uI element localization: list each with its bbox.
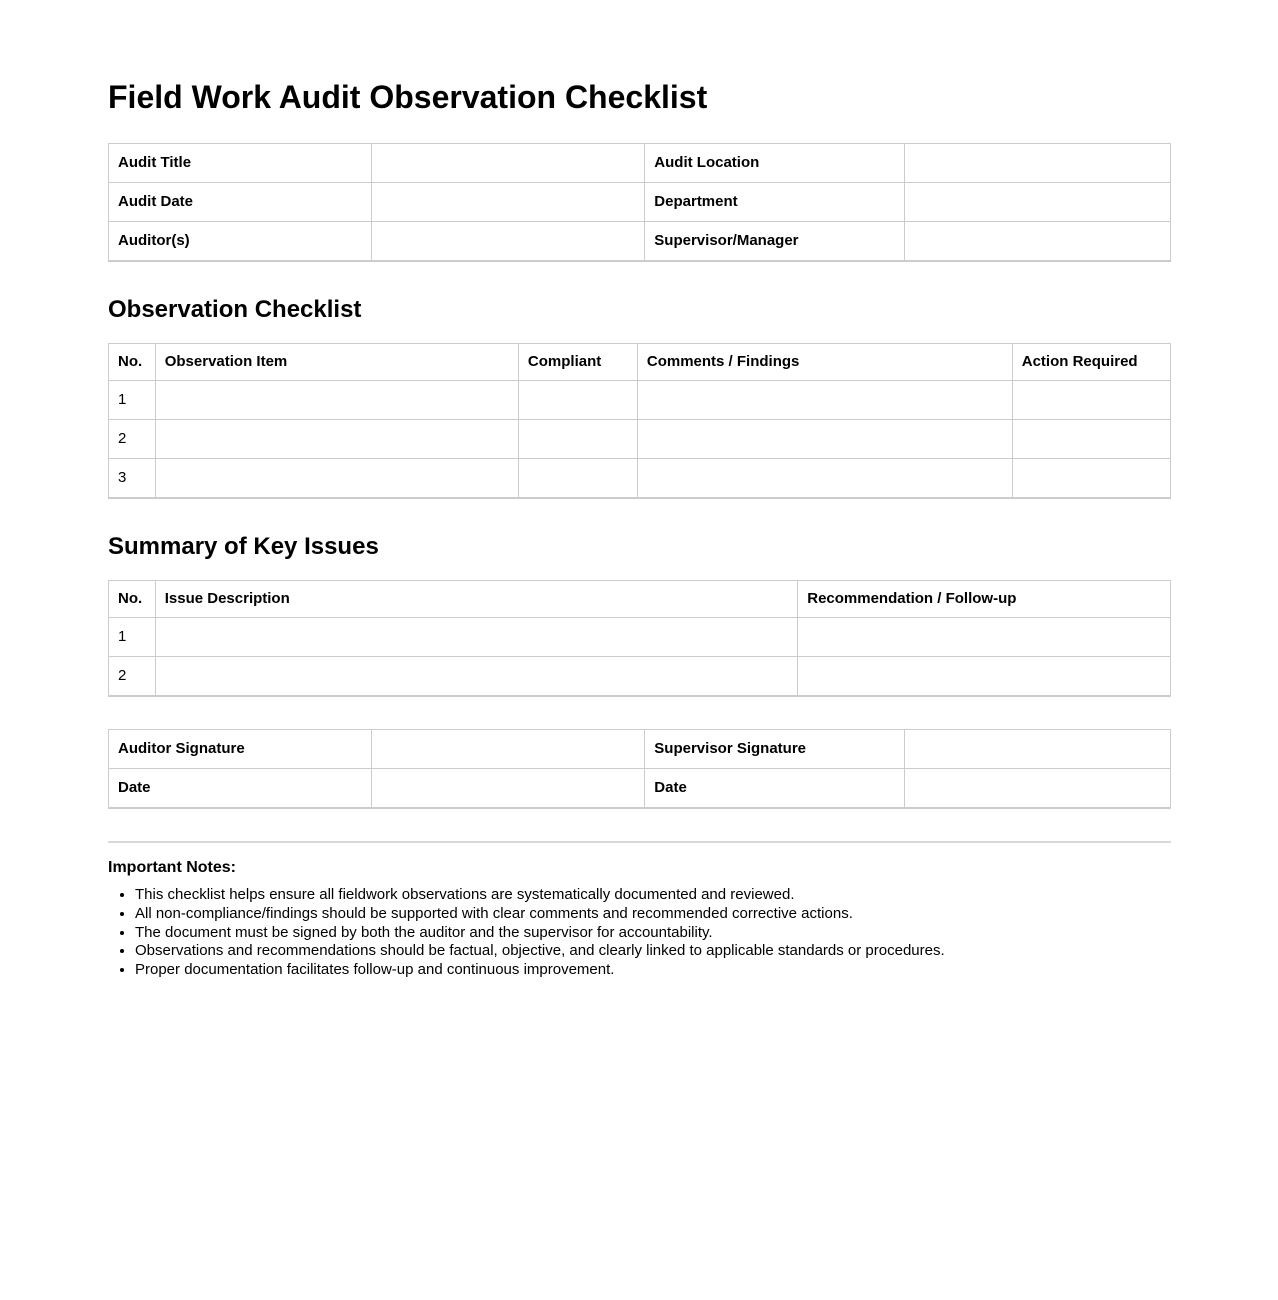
- observation-item-cell: [155, 459, 518, 499]
- signature-row: [109, 768, 1171, 808]
- audit-title-label: Audit Title: [109, 144, 372, 183]
- col-header-issue-description: Issue Description: [155, 580, 798, 617]
- note-item: • Observations and recommendations should be factual, objective, and clearly linked to applicable standards or procedures.: [135, 942, 1171, 961]
- action-required-cell: [1012, 459, 1170, 499]
- observation-item-cell: [155, 420, 518, 459]
- audit-info-row: [109, 144, 1171, 183]
- col-header-observation-item: Observation Item: [155, 344, 518, 381]
- recommendation-cell: [798, 656, 1171, 696]
- auditor-date-value: [372, 768, 645, 808]
- important-notes-heading: Important Notes:: [108, 858, 236, 876]
- note-item: • This checklist helps ensure all fieldwork observations are systematically documented and reviewed.: [135, 886, 1171, 905]
- divider: [108, 841, 1171, 843]
- note-item: • All non-compliance/findings should be supported with clear comments and recommended corrective actions.: [135, 905, 1171, 924]
- auditor-date-label: Date: [109, 768, 372, 808]
- observation-row: [109, 420, 1171, 459]
- supervisor-date-label: Date: [645, 768, 905, 808]
- observation-row: [109, 381, 1171, 420]
- recommendation-cell: [798, 617, 1171, 656]
- observation-row: [109, 459, 1171, 499]
- supervisor-signature-label: Supervisor Signature: [645, 729, 905, 768]
- audit-info-row: [109, 222, 1171, 262]
- supervisor-date-value: [905, 768, 1171, 808]
- department-value: [905, 183, 1171, 222]
- section-heading-summary-key-issues: Summary of Key Issues: [108, 533, 379, 561]
- supervisor-manager-label: Supervisor/Manager: [645, 222, 905, 262]
- audit-location-label: Audit Location: [645, 144, 905, 183]
- comments-findings-cell: [637, 381, 1012, 420]
- row-number: 2: [109, 420, 156, 459]
- col-header-action-required: Action Required: [1012, 344, 1170, 381]
- row-number: 3: [109, 459, 156, 499]
- row-number: 1: [109, 617, 156, 656]
- audit-info-row: [109, 183, 1171, 222]
- observation-header-row: [109, 344, 1171, 381]
- auditors-value: [372, 222, 645, 262]
- row-number: 2: [109, 656, 156, 696]
- action-required-cell: [1012, 420, 1170, 459]
- page-title: Field Work Audit Observation Checklist: [108, 79, 708, 115]
- action-required-cell: [1012, 381, 1170, 420]
- department-label: Department: [645, 183, 905, 222]
- signature-table: [108, 729, 1171, 809]
- observation-checklist-table: [108, 343, 1171, 499]
- audit-info-table: [108, 143, 1171, 262]
- important-notes-list: [108, 886, 1171, 980]
- signature-row: [109, 729, 1171, 768]
- compliant-cell: [518, 381, 637, 420]
- note-item: • The document must be signed by both the auditor and the supervisor for accountability.: [135, 924, 1171, 943]
- issue-description-cell: [155, 617, 798, 656]
- issue-description-cell: [155, 656, 798, 696]
- col-header-comments-findings: Comments / Findings: [637, 344, 1012, 381]
- note-item: • Proper documentation facilitates follow-up and continuous improvement.: [135, 961, 1171, 980]
- observation-item-cell: [155, 381, 518, 420]
- comments-findings-cell: [637, 420, 1012, 459]
- auditors-label: Auditor(s): [109, 222, 372, 262]
- auditor-signature-label: Auditor Signature: [109, 729, 372, 768]
- section-heading-observation-checklist: Observation Checklist: [108, 296, 362, 324]
- compliant-cell: [518, 459, 637, 499]
- audit-date-label: Audit Date: [109, 183, 372, 222]
- summary-header-row: [109, 580, 1171, 617]
- summary-row: [109, 617, 1171, 656]
- col-header-compliant: Compliant: [518, 344, 637, 381]
- summary-key-issues-table: [108, 580, 1171, 697]
- audit-title-value: [372, 144, 645, 183]
- auditor-signature-value: [372, 729, 645, 768]
- col-header-no: No.: [109, 580, 156, 617]
- row-number: 1: [109, 381, 156, 420]
- compliant-cell: [518, 420, 637, 459]
- comments-findings-cell: [637, 459, 1012, 499]
- col-header-no: No.: [109, 344, 156, 381]
- summary-row: [109, 656, 1171, 696]
- audit-date-value: [372, 183, 645, 222]
- audit-location-value: [905, 144, 1171, 183]
- supervisor-signature-value: [905, 729, 1171, 768]
- supervisor-manager-value: [905, 222, 1171, 262]
- col-header-recommendation-follow-up: Recommendation / Follow-up: [798, 580, 1171, 617]
